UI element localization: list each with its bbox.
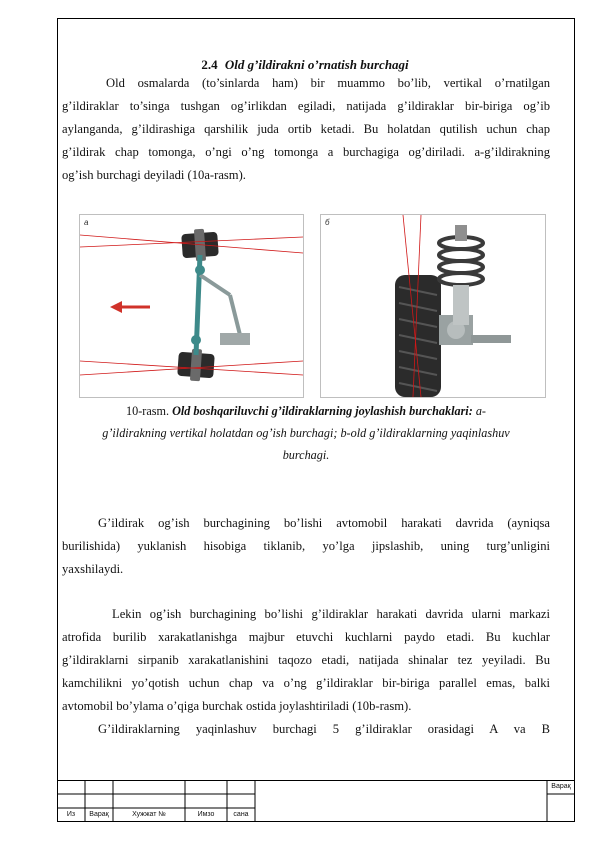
text-line: kamchilikni yo’qotish uchun chap va o’ng g’ildiraklar bir-biriga parallel emas, balki xyxy=(62,676,550,690)
text-line: Old osmalarda (to’sinlarda ham) bir muammo bo’lib, vertikal o’rnatilgan xyxy=(106,76,550,90)
stamp-sheet-label: Варақ xyxy=(551,783,571,790)
caption-prefix: 10-rasm. xyxy=(126,404,170,418)
panel-b-label: б xyxy=(325,218,330,227)
text-line: g’ildiraklarni sirpanib xarakatlanishini taqozo etadi, natijada shinalar tez yeyiladi. Bu xyxy=(62,653,550,667)
text-line: G’ildiraklarning yaqinlashuv burchagi 5 g’ildiraklar orasidagi A va B xyxy=(98,722,550,736)
stamp-varaq: Варақ xyxy=(89,811,109,818)
caption-bold: Old boshqariluvchi g’ildiraklarning joylashish burchaklari: xyxy=(172,404,473,418)
figure-panel-b xyxy=(320,214,546,398)
figure-panel-a xyxy=(79,214,304,398)
paragraph-3 xyxy=(62,603,550,718)
text-line: burilishida) yuklanish hisobiga tiklanib, yo’lga jipslashib, uning turg’unligini xyxy=(62,539,550,553)
text-line: avtomobil bo’ylama o’qiga burchak ostida joylashtiriladi (10b-rasm). xyxy=(62,699,412,713)
toe-diagram xyxy=(321,215,545,397)
caption-line-2: g’ildirakning vertikal holatdan og’ish burchagi; b-old g’ildiraklarning yaqinlashuv xyxy=(102,426,510,440)
title-block xyxy=(57,780,575,822)
stamp-hujjat: Хужжат № xyxy=(132,811,166,818)
section-title: Old g’ildirakni o’rnatish burchagi xyxy=(224,57,409,72)
section-heading xyxy=(60,57,550,73)
stamp-iz: Из xyxy=(66,811,76,818)
stamp-sana: сана xyxy=(233,811,249,818)
figure-caption xyxy=(62,400,550,466)
coil-spring xyxy=(439,237,483,285)
section-number: 2.4 xyxy=(201,57,218,72)
stamp-imzo: Имзо xyxy=(197,811,215,818)
paragraph-1 xyxy=(62,72,550,187)
paragraph-2 xyxy=(62,512,550,581)
camber-diagram xyxy=(80,215,303,397)
text-line: atrofida burilib xarakatlanishga majbur etuvchi kuchlarni paydo etadi. Bu kuchlar xyxy=(62,630,550,644)
tyre xyxy=(395,275,441,397)
text-line: Lekin og’ish burchagining bo’lishi g’ildiraklar harakati davrida ularni markazi xyxy=(112,607,550,621)
text-line: yaxshilaydi. xyxy=(62,562,124,576)
text-line: G’ildirak og’ish burchagining bo’lishi avtomobil harakati davrida (ayniqsa xyxy=(98,516,550,530)
direction-arrow xyxy=(110,301,150,313)
text-line: g’ildiraklar to’singa tushgan og’irlikdan egiladi, natijada g’ildiraklar bir-biriga og’ib xyxy=(62,99,550,113)
caption-line-3: burchagi. xyxy=(282,448,330,462)
text-line: aylanganda, g’ildirashiga qarshilik juda ortib ketadi. Bu holatdan qutilish uchun chap xyxy=(62,122,550,136)
text-line: og’ish burchagi deyiladi (10a-rasm). xyxy=(62,168,246,182)
text-line: g’ildirak chap tomonga, o’ngi o’ng tomonga a burchagiga og’diriladi. a-g’ildirakning xyxy=(62,145,550,159)
caption-rest: a- xyxy=(475,404,486,418)
paragraph-4 xyxy=(62,718,550,741)
panel-a-label: a xyxy=(84,218,89,227)
